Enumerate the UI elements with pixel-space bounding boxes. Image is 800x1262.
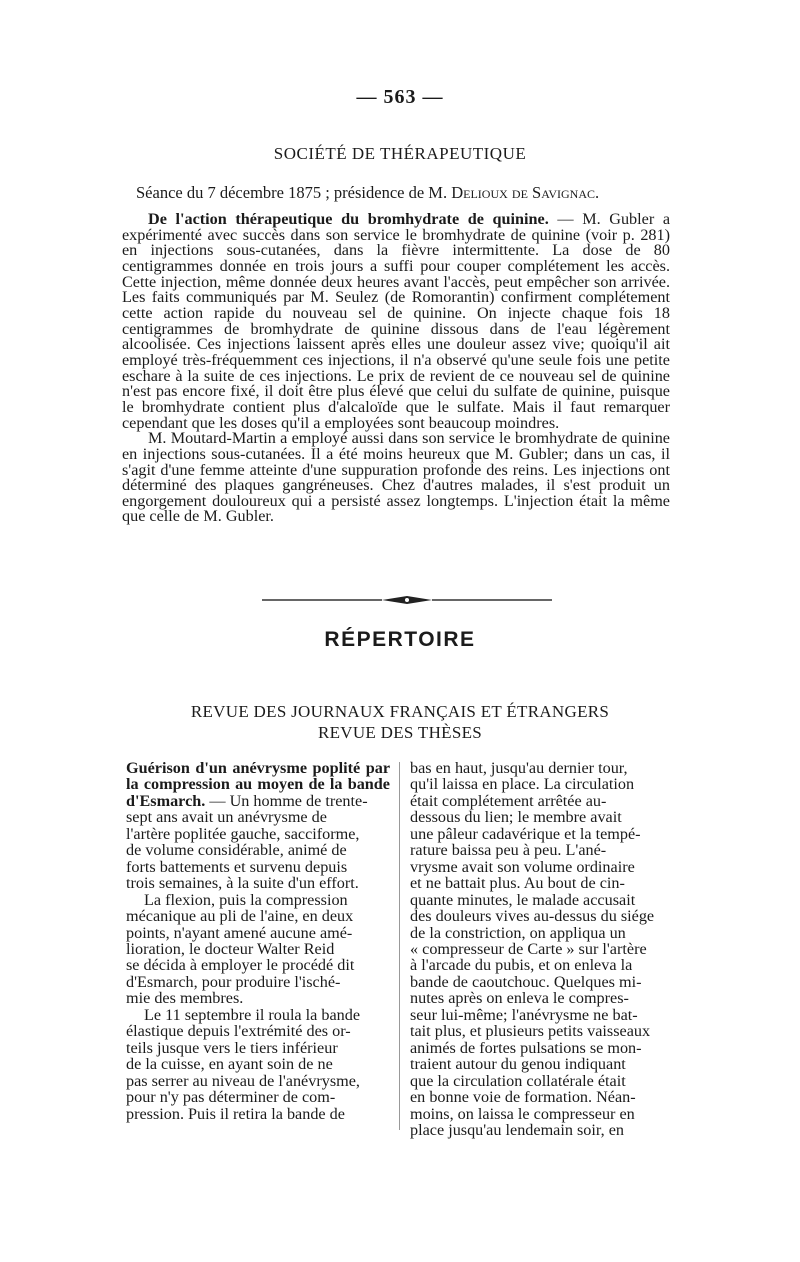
article-title: Guérison d'un anévrysme poplité par la compression au moyen de la bande d'Esmarch. [126,759,390,810]
seance-line [136,183,696,203]
article-line: à l'arcade du pubis, et on enleva la [410,956,633,975]
article-line: place jusqu'au lendemain soir, en [410,1120,624,1139]
article-line: en bonne voie de formation. Néan- [410,1088,636,1107]
article-line: l'artère poplitée gauche, sacciforme, [126,824,360,843]
article-line: — Un homme de trente- [209,791,368,810]
section-paragraph-2: M. Moutard-Martin a employé aussi dans son service le bromhydrate de quinine en injections sous-cutanées. Il a été moins heureux que M. Gubler; dans un cas, il s'agit d'une femme atteinte d'une suppuration profonde des reins. Les injections ont déterminé des plaques gangréneuses. Chez d'autres malades, il s'est produit un engorgement douloureux qui a persisté assez longtemps. L'injection était la même que celle de M. Gubler. [122,429,670,526]
article-line: Le 11 septembre il roula la bande [144,1005,361,1024]
article-line: mie des membres. [126,989,244,1008]
article-line: bande de caoutchouc. Quelques mi- [410,972,642,991]
article-line: lioration, le docteur Walter Reid [126,939,335,958]
article-line: rature baissa peu à peu. L'ané- [410,841,607,860]
article-columns [126,760,674,1138]
article-line: teils jusque vers le tiers inférieur [126,1038,338,1057]
repertoire-heading: RÉPERTOIRE [324,628,476,651]
revue-journaux-heading: REVUE DES JOURNAUX FRANÇAIS ET ÉTRANGERS [190,702,610,721]
article-line: pas serrer au niveau de l'anévrysme, [126,1071,360,1090]
revue-theses-heading: REVUE DES THÈSES [317,723,483,742]
seance-prefix: Séance du 7 décembre 1875 ; présidence de M. [136,183,448,202]
article-line: « compresseur de Carte » sur l'artère [410,939,647,958]
article-line: traient autour du genou indiquant [410,1055,626,1074]
article-line: bas en haut, jusqu'au dernier tour, [410,759,628,777]
article-line: pour n'y pas déterminer de com- [126,1088,336,1107]
article-line: tait plus, et plusieurs petits vaisseaux [410,1022,651,1041]
article-line: moins, on laissa le compresseur en [410,1104,635,1123]
society-heading: SOCIÉTÉ DE THÉRAPEUTIQUE [273,144,527,163]
page-number: — 563 — [356,86,444,108]
article-line: d'Esmarch, pour produire l'isché- [126,972,341,991]
seance-president: Delioux de Savignac. [451,183,600,202]
article-line: se décida à employer le procédé dit [126,956,355,975]
section-title: De l'action thérapeutique du bromhydrate de quinine. [148,210,549,228]
ornamental-divider [262,595,552,605]
article-line: quante minutes, le malade accusait [410,890,636,909]
article-line: points, n'ayant amené aucune amé- [126,923,353,942]
article-line: élastique depuis l'extrémité des or- [126,1022,351,1041]
article-line: et ne battait plus. Au bout de cin- [410,874,625,893]
article-line: de la constriction, on appliqua un [410,923,626,942]
article-left-column [126,760,390,1138]
article-line: nutes après on enleva le compres- [410,989,629,1008]
article-line: des douleurs vives au-dessus du siége [410,907,655,926]
article-line: seur lui-même; l'anévrysme ne bat- [410,1005,638,1024]
article-right-column [410,760,674,1138]
article-line: une pâleur cadavérique et la tempé- [410,824,641,843]
article-line: sept ans avait un anévrysme de [126,808,327,827]
section-bromhydrate [122,212,670,525]
article-line: de la cuisse, en ayant soin de ne [126,1055,333,1074]
article-line: dessous du lien; le membre avait [410,808,622,827]
article-line: pression. Puis il retira la bande de [126,1104,345,1123]
article-line: mécanique au pli de l'aine, en deux [126,907,354,926]
article-line: trois semaines, à la suite d'un effort. [126,874,359,893]
article-line: que la circulation collatérale était [410,1071,626,1090]
article-line: vrysme avait son volume ordinaire [410,857,635,876]
section-paragraph-1-text: — M. Gubler a expérimenté avec succès dans son service le bromhydrate de quinine (voir p. 281) en injections sous-cutanées, dans la fièvre intermittente. La dose de 80 centigrammes donnée en trois jours a suffi pour couper complétement les accès. Cette injection, même donnée deux heures avant l'accès, peut empêcher son arrivée. Les faits communiqués par M. Seulez (de Romorantin) confirment complétement cette action rapide du nouveau sel de quinine. On injecte chaque fois 18 centigrammes de bromhydrate de quinine dissous dans de l'eau légèrement alcoolisée. Ces injections laissent après elles une douleur assez vive; quoiqu'il ait employé très-fréquemment ces injections, il n'a observé qu'une seule fois une petite eschare à la suite de ces injections. Le prix de revient de ce nouveau sel de quinine n'est pas encore fixé, il doit être plus élevé que celui du sulfate de quinine, puisque le bromhydrate contient plus d'alcaloïde que le sulfate. Mais il faut remarquer cependant que les doses qu'il a employées sont beaucoup moindres. [122,210,671,432]
article-line: de volume considérable, animé de [126,841,347,860]
section-paragraph-1 [122,212,670,431]
article-line: La flexion, puis la compression [144,890,348,909]
article-line: animés de fortes pulsations se mon- [410,1038,642,1057]
article-line: était complétement arrêtée au- [410,791,607,810]
article-line: qu'il laissa en place. La circulation [410,775,635,794]
article-line: forts battements et survenu depuis [126,857,348,876]
